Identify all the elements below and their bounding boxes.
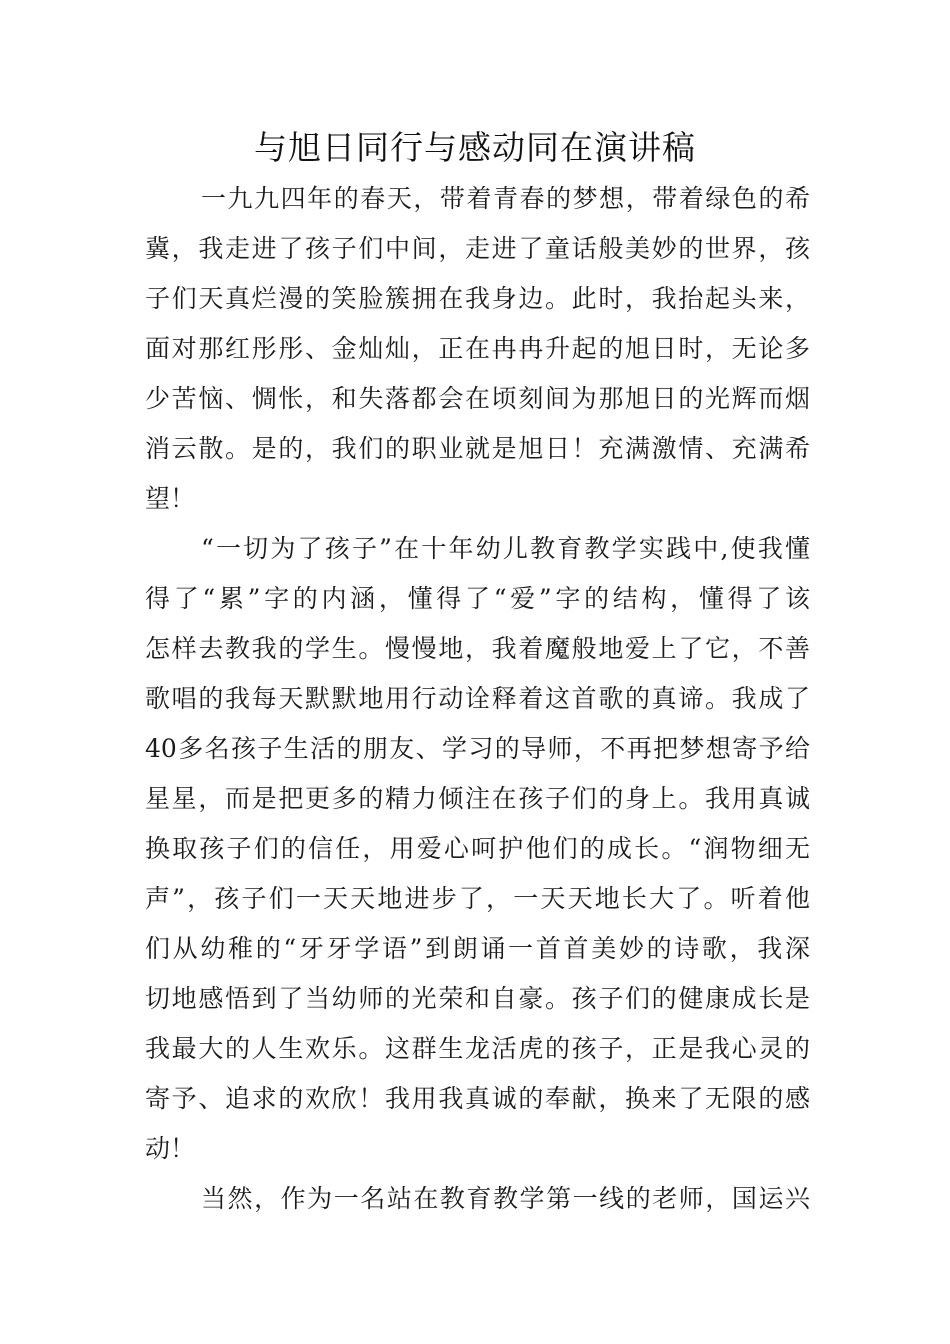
paragraph-2-line-13: 动！ <box>145 1134 196 1163</box>
paragraph-2-line-5: 40多名孩子生活的朋友、学习的导师，不再把梦想寄予给 <box>145 734 810 763</box>
paragraph-2-line-1: “一切为了孩子”在十年幼儿教育教学实践中,使我懂 <box>201 534 810 563</box>
paragraph-1-line-5: 少苦恼、惆怅，和失落都会在顷刻间为那旭日的光辉而烟 <box>145 384 810 413</box>
paragraph-2-line-11: 我最大的人生欢乐。这群生龙活虎的孩子，正是我心灵的 <box>145 1034 810 1063</box>
document-title: 与旭日同行与感动同在演讲稿 <box>254 128 696 167</box>
paragraph-3-line-1: 当然，作为一名站在教育教学第一线的老师，国运兴 <box>201 1184 810 1213</box>
paragraph-2-line-12: 寄予、追求的欢欣！我用我真诚的奉献，换来了无限的感 <box>145 1084 810 1113</box>
paragraph-2-line-3: 怎样去教我的学生。慢慢地，我着魔般地爱上了它，不善 <box>145 634 810 663</box>
paragraph-2-line-10: 切地感悟到了当幼师的光荣和自豪。孩子们的健康成长是 <box>145 984 810 1013</box>
paragraph-1-line-3: 子们天真烂漫的笑脸簇拥在我身边。此时，我抬起头来， <box>145 284 810 313</box>
paragraph-2-line-7: 换取孩子们的信任，用爱心呵护他们的成长。“润物细无 <box>145 834 810 863</box>
paragraph-1-line-1: 一九九四年的春天，带着青春的梦想，带着绿色的希 <box>201 184 810 213</box>
paragraph-2-line-6: 星星，而是把更多的精力倾注在孩子们的身上。我用真诚 <box>145 784 810 813</box>
paragraph-1-line-6: 消云散。是的，我们的职业就是旭日！充满激情、充满希 <box>145 434 810 463</box>
paragraph-1-line-7: 望！ <box>145 484 196 513</box>
paragraph-1-line-4: 面对那红彤彤、金灿灿，正在冉冉升起的旭日时，无论多 <box>145 334 810 363</box>
paragraph-2-line-8: 声”，孩子们一天天地进步了，一天天地长大了。听着他 <box>145 884 810 913</box>
paragraph-1-line-2: 冀，我走进了孩子们中间，走进了童话般美妙的世界，孩 <box>145 234 810 263</box>
document-body <box>145 174 810 1224</box>
paragraph-2-line-9: 们从幼稚的“牙牙学语”到朗诵一首首美妙的诗歌，我深 <box>145 934 810 963</box>
paragraph-2-line-4: 歌唱的我每天默默地用行动诠释着这首歌的真谛。我成了 <box>145 684 810 713</box>
paragraph-2-line-2: 得了“累”字的内涵，懂得了“爱”字的结构，懂得了该 <box>145 584 810 613</box>
